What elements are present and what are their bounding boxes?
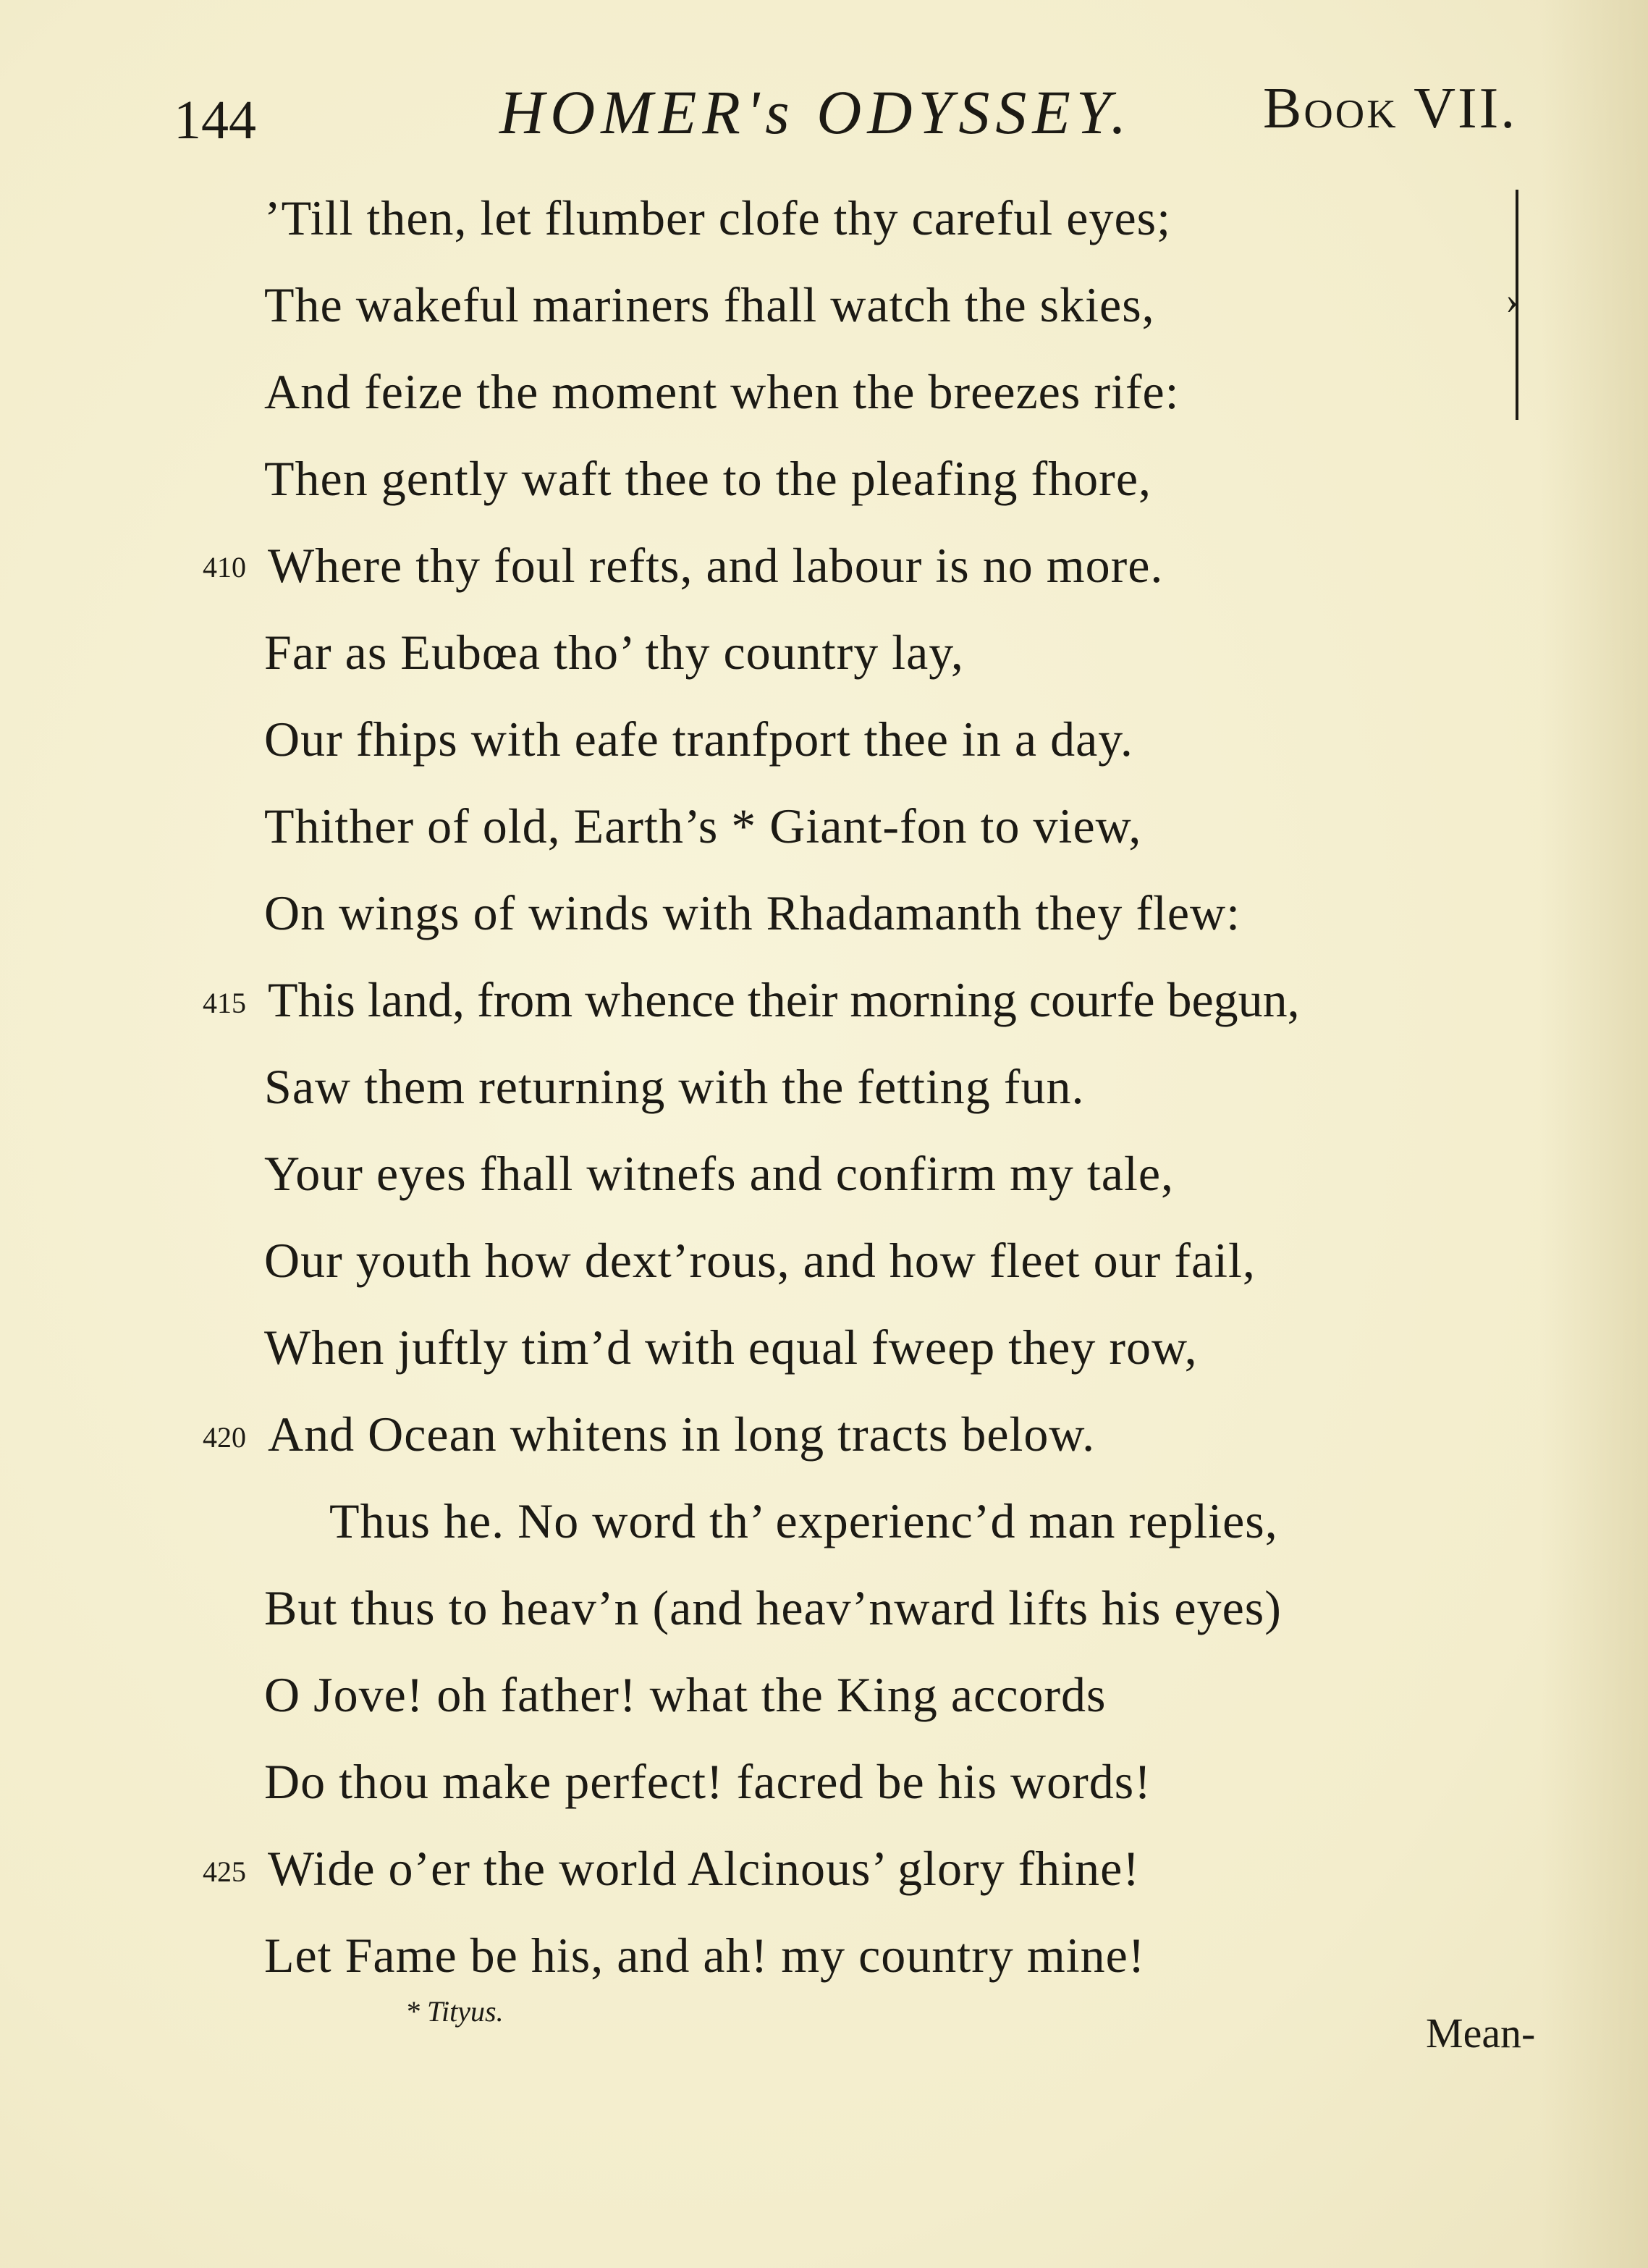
line-number: 420 <box>203 1421 246 1454</box>
verse-line: But thus to heav’n (and heav’nward lifts his eyes) <box>264 1580 1282 1635</box>
verse-line: Our fhips with eafe tranfport thee in a day. <box>264 712 1133 767</box>
footnote: * Tityus. <box>405 1995 504 2028</box>
page-number: 144 <box>174 90 256 151</box>
verse-line: And Ocean whitens in long tracts below. <box>268 1407 1096 1462</box>
verse-line: Then gently waft thee to the pleafing fhore, <box>264 451 1152 506</box>
verse-line: Our youth how dext’rous, and how fleet our fail, <box>264 1233 1256 1288</box>
verse-line: O Jove! oh father! what the King accords <box>264 1667 1107 1722</box>
catchword: Mean- <box>1426 2010 1536 2057</box>
line-number: 410 <box>203 551 246 583</box>
verse-line: Saw them returning with the fetting fun. <box>264 1059 1085 1114</box>
verse-line: Wide o’er the world Alcinous’ glory fhine! <box>268 1841 1141 1896</box>
book-label: Book VII. <box>1263 77 1518 140</box>
verse-line: Where thy foul refts, and labour is no more. <box>268 538 1164 593</box>
running-header <box>0 76 1648 156</box>
verse-line: And feize the moment when the breezes rife: <box>264 364 1180 419</box>
line-number: 425 <box>203 1855 246 1888</box>
line-number: 415 <box>203 987 246 1019</box>
triplet-brace-point: › <box>1505 279 1518 322</box>
verse-line: Thus he. No word th’ experienc’d man replies, <box>329 1493 1278 1548</box>
page-gutter-shading <box>1539 0 1648 2268</box>
verse-line: On wings of winds with Rhadamanth they flew: <box>264 885 1241 940</box>
verse-line: The wakeful mariners fhall watch the skies, <box>264 277 1155 332</box>
verse-line: Thither of old, Earth’s * Giant-fon to view, <box>264 798 1142 853</box>
verse-line: This land, from whence their morning courfe begun, <box>268 972 1300 1027</box>
verse-line: Far as Eubœa tho’ thy country lay, <box>264 625 964 680</box>
running-title: HOMER's ODYSSEY. <box>499 77 1133 147</box>
verse-line: Your eyes fhall witnefs and confirm my tale, <box>264 1146 1175 1201</box>
verse-line: Let Fame be his, and ah! my country mine! <box>264 1928 1146 1983</box>
verse-line: When juftly tim’d with equal fweep they row, <box>264 1320 1198 1375</box>
verse-line: ’Till then, let flumber clofe thy careful eyes; <box>264 190 1172 245</box>
verse-line: Do thou make perfect! facred be his words! <box>264 1754 1152 1809</box>
